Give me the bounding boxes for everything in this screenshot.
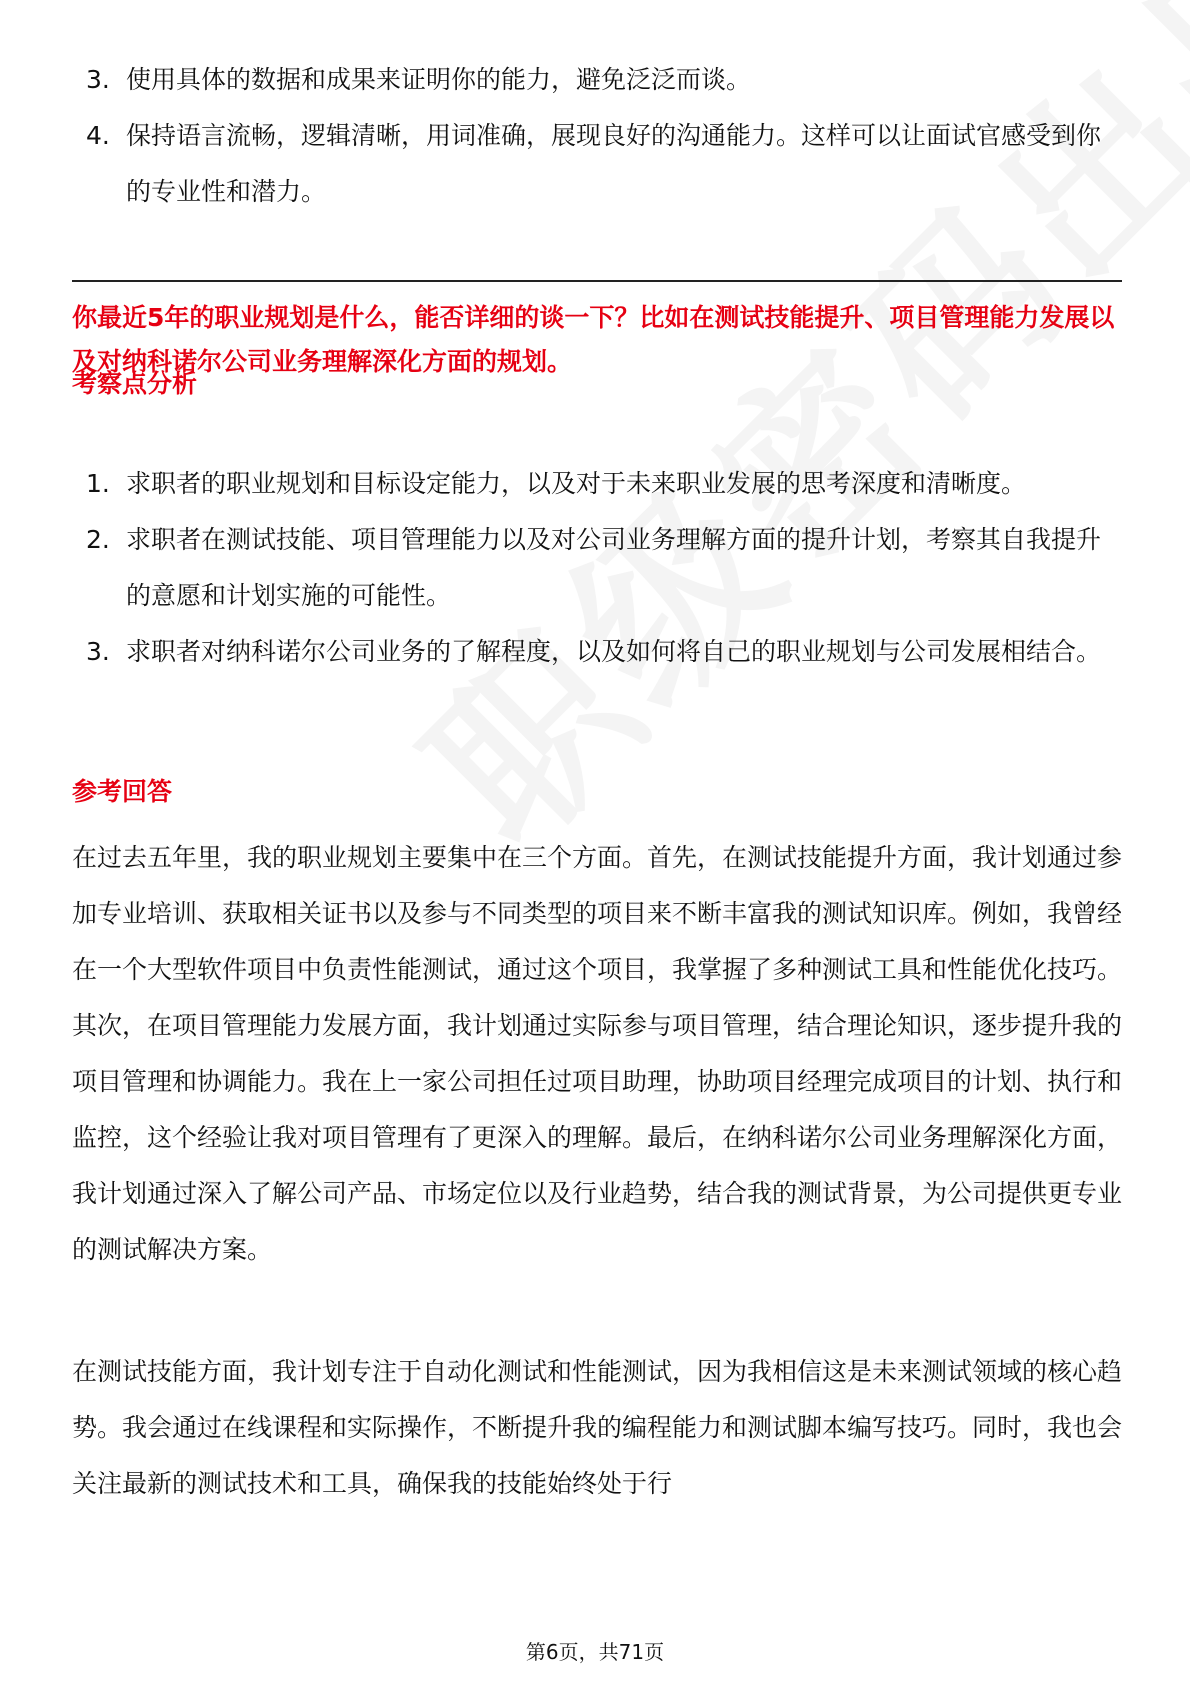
analysis-list [72,456,1122,680]
list-text: 求职者的职业规划和目标设定能力，以及对于未来职业发展的思考深度和清晰度。 [126,469,1027,498]
list-item [72,108,1122,220]
list-number: 1. [86,469,110,498]
analysis-section [72,456,1122,680]
analysis-heading: 考察点分析 [72,369,198,398]
list-text: 保持语言流畅，逻辑清晰，用词准确，展现良好的沟通能力。这样可以让面试官感受到你的专业性和潜力。 [126,121,1102,206]
interview-question: 你最近5年的职业规划是什么，能否详细的谈一下？比如在测试技能提升、项目管理能力发展以及对纳科诺尔公司业务理解深化方面的规划。 [72,303,1115,376]
list-text: 求职者在测试技能、项目管理能力以及对公司业务理解方面的提升计划，考察其自我提升的意愿和计划实施的可能性。 [126,525,1102,610]
list-number: 3. [86,65,110,94]
list-item [72,624,1122,680]
list-number: 3. [86,637,110,666]
top-list-section [72,52,1122,220]
answer-paragraph: 在测试技能方面，我计划专注于自动化测试和性能测试，因为我相信这是未来测试领域的核心趋势。我会通过在线课程和实际操作，不断提升我的编程能力和测试脚本编写技巧。同时，我也会关注最新的测试技术和工具，确保我的技能始终处于行 [72,1357,1123,1498]
top-list [72,52,1122,220]
list-text: 使用具体的数据和成果来证明你的能力，避免泛泛而谈。 [126,65,752,94]
list-text: 求职者对纳科诺尔公司业务的了解程度，以及如何将自己的职业规划与公司发展相结合。 [126,637,1102,666]
section-divider [72,280,1122,282]
list-number: 2. [86,525,110,554]
answer-paragraph: 在过去五年里，我的职业规划主要集中在三个方面。首先，在测试技能提升方面，我计划通过参加专业培训、获取相关证书以及参与不同类型的项目来不断丰富我的测试知识库。例如，我曾经在一个大型软件项目中负责性能测试，通过这个项目，我掌握了多种测试工具和性能优化技巧。其次，在项目管理能力发展方面，我计划通过实际参与项目管理，结合理论知识，逐步提升我的项目管理和协调能力。我在上一家公司担任过项目助理，协助项目经理完成项目的计划、执行和监控，这个经验让我对项目管理有了更深入的理解。最后，在纳科诺尔公司业务理解深化方面，我计划通过深入了解公司产品、市场定位以及行业趋势，结合我的测试背景，为公司提供更专业的测试解决方案。 [72,843,1123,1264]
page-footer: 第6页，共71页 [525,1640,665,1664]
list-item [72,512,1122,624]
list-number: 4. [86,121,110,150]
list-item [72,52,1122,108]
answer-heading: 参考回答 [72,777,173,806]
list-item [72,456,1122,512]
